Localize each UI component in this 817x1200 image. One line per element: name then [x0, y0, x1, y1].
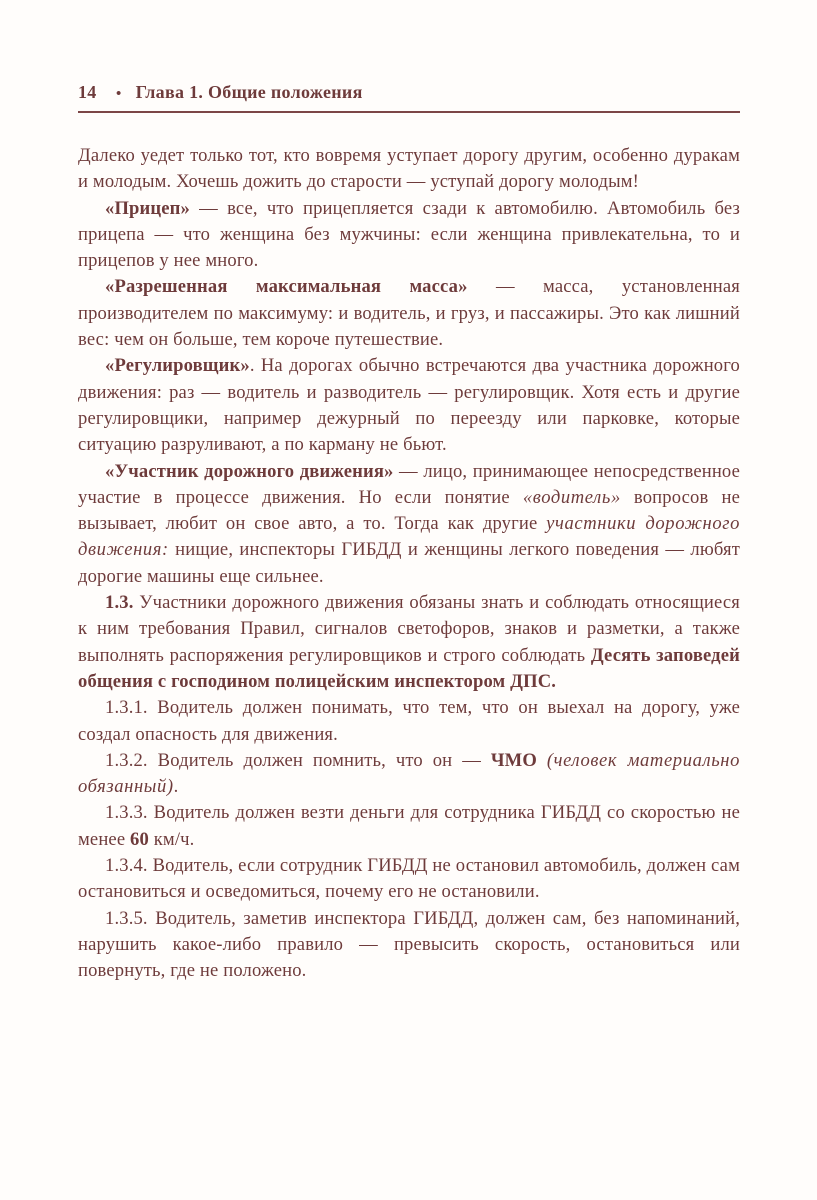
paragraph	[78, 853, 740, 906]
text-run: 1.3.3. Водитель должен везти деньги для сотрудника ГИБДД со скоростью не менее	[78, 802, 740, 850]
text-run: «Прицеп»	[105, 197, 190, 219]
paragraph	[78, 800, 740, 853]
text-run: Далеко уедет только тот, кто вовремя уступает дорогу другим, особенно дуракам и молодым. Хочешь дожить до старости — уступай дорогу молодым!	[78, 145, 740, 193]
paragraph	[78, 695, 740, 748]
text-run: 1.3.5. Водитель, заметив инспектора ГИБДД, должен сам, без напоминаний, нарушить какое-либо правило — превысить скорость, остановиться или повернуть, где не положено.	[78, 907, 740, 982]
paragraph	[78, 906, 740, 985]
paragraph	[78, 590, 740, 695]
text-run: — лицо, принимающее непосредственное участие в процессе движения. Но если понятие	[78, 460, 740, 508]
header-rule	[78, 111, 740, 113]
text-run: «Регулировщик»	[105, 355, 250, 377]
text-run: . На дорогах обычно встречаются два участника дорожного движения: раз — водитель и разводитель — регулировщик. Хотя есть и другие регулировщики, например дежурный по переезду или парковке, которые ситуацию разруливают, а по карману не бьют.	[78, 355, 740, 456]
text-run: — масса, установленная производителем по максимуму: и водитель, и груз, и пассажиры. Это как лишний вес: чем он больше, тем короче путешествие.	[78, 276, 740, 351]
paragraph	[78, 748, 740, 801]
text-run: — все, что прицепляется сзади к автомобилю. Автомобиль без прицепа — что женщина без мужчины: если женщина привлекательна, то и прицепов у нее много.	[78, 197, 740, 272]
text-run	[537, 750, 547, 771]
text-run: 1.3.4. Водитель, если сотрудник ГИБДД не остановил автомобиль, должен сам остановиться и осведомиться, почему его не остановили.	[78, 855, 740, 903]
text-run: «Участник дорожного движения»	[105, 460, 394, 482]
paragraph	[78, 459, 740, 590]
page-number: 14	[78, 82, 97, 102]
paragraph	[78, 143, 740, 196]
text-run: 1.3.	[105, 592, 134, 614]
text-run: (человек материально обязанный)	[78, 749, 740, 798]
page-body	[78, 143, 740, 985]
text-run: вопросов не вызывает, любит он свое авто, а то. Тогда как другие	[78, 486, 740, 535]
text-run: участники дорожного движения:	[78, 513, 740, 561]
header-bullet-icon: •	[116, 86, 122, 102]
text-run: «водитель»	[522, 486, 621, 508]
text-run: ЧМО	[490, 749, 537, 771]
text-run: 1.3.2. Водитель должен помнить, что он —	[105, 749, 491, 771]
text-run: 60	[130, 828, 149, 850]
text-run: «Разрешенная максимальная масса»	[105, 276, 468, 298]
text-run: .	[173, 776, 179, 798]
text-run: нищие, инспекторы ГИБДД и женщины легкого поведения — любят дорогие машины еще сильнее.	[78, 539, 740, 587]
paragraph	[78, 274, 740, 353]
paragraph	[78, 353, 740, 458]
text-run: Участники дорожного движения обязаны знать и соблюдать относящиеся к ним требования Правил, сигналов светофоров, знаков и разметки, а также выполнять распоряжения регулировщиков и строго соблюдать	[78, 592, 740, 666]
paragraph	[78, 196, 740, 275]
text-run: 1.3.1. Водитель должен понимать, что тем, что он выехал на дорогу, уже создал опасность для движения.	[78, 697, 740, 745]
chapter-title: Глава 1. Общие положения	[135, 82, 363, 102]
page-header	[78, 82, 740, 103]
text-run: км/ч.	[148, 828, 195, 850]
text-run: Десять заповедей общения с господином полицейским инспектором ДПС.	[78, 644, 740, 692]
